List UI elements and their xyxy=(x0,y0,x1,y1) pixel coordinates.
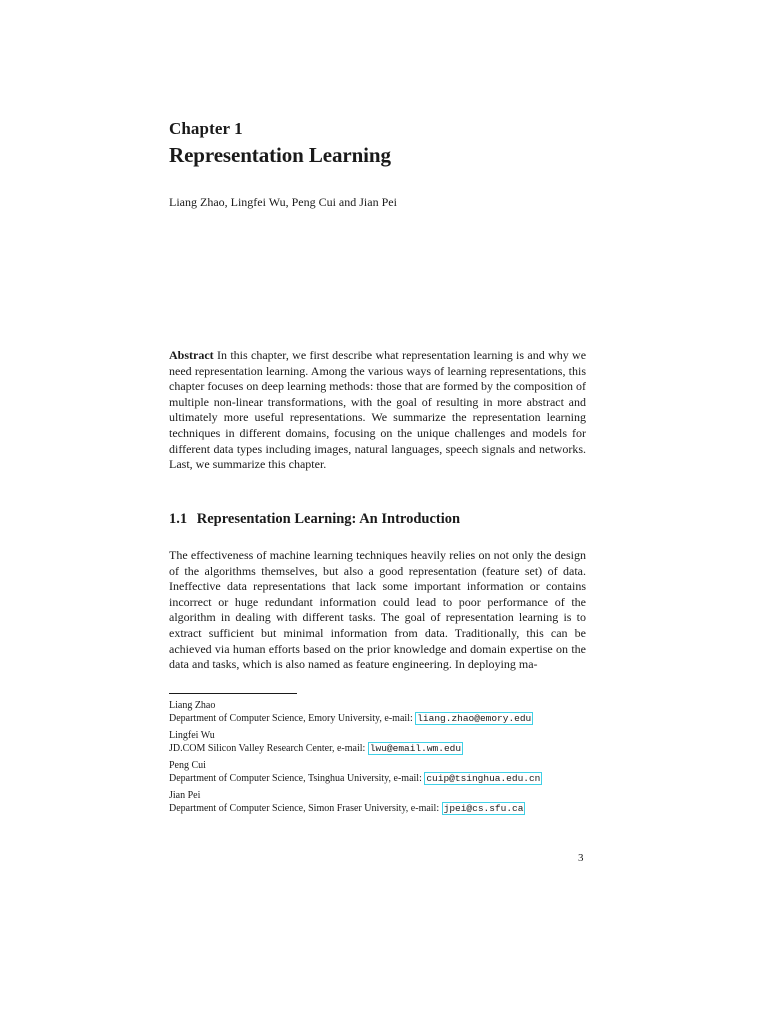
abstract xyxy=(169,348,586,473)
footnotes xyxy=(169,699,599,819)
footnote-affiliation-text: Department of Computer Science, Emory University, e-mail: xyxy=(169,713,413,724)
email-link[interactable]: cuip@tsinghua.edu.cn xyxy=(426,773,541,784)
section-title: Representation Learning: An Introduction xyxy=(196,511,461,527)
footnote-affiliation-text: Department of Computer Science, Simon Fraser University, e-mail: xyxy=(169,803,440,814)
footnote-author xyxy=(169,789,599,815)
author-list: Liang Zhao, Lingfei Wu, Peng Cui and Jian Pei xyxy=(169,195,397,209)
abstract-text: In this chapter, we first describe what representation learning is and why we need representation learning. Among the various ways of learning representations, this chapter focuses on deep learning methods: those that are formed by the composition of multiple non-linear transformations, with the goal of resulting in more abstract and ultimately more useful representations. We summarize the representation learning techniques in different domains, focusing on the unique challenges and models for different data types including images, natural languages, speech signals and networks. Last, we summarize this chapter. xyxy=(169,348,587,472)
footnote-author-name: Jian Pei xyxy=(169,790,201,801)
section-body: The effectiveness of machine learning techniques heavily relies on not only the design of the algorithms themselves, but also a good representation (feature set) of data. Ineffective data representations that lack some important information or contains incorrect or huge redundant information could lead to poor performance of the algorithm in dealing with different tasks. The goal of representation learning is to extract sufficient but minimal information from data. Traditionally, this can be achieved via human efforts based on the prior knowledge and domain expertise on the data and tasks, which is also named as feature engineering. In deploying ma- xyxy=(169,548,586,672)
footnote-affiliation xyxy=(169,712,599,725)
footnote-affiliation xyxy=(169,772,599,785)
email-link[interactable]: jpei@cs.sfu.ca xyxy=(443,803,524,814)
footnote-author xyxy=(169,729,599,755)
page-number: 3 xyxy=(578,852,584,864)
footnote-affiliation xyxy=(169,742,599,755)
footnote-author-name: Lingfei Wu xyxy=(169,730,215,741)
footnote-rule xyxy=(169,693,297,694)
footnote-author xyxy=(169,759,599,785)
footnote-author xyxy=(169,699,599,725)
footnote-affiliation-text: Department of Computer Science, Tsinghua University, e-mail: xyxy=(169,773,422,784)
section-number: 1.1 xyxy=(169,511,188,527)
email-link[interactable]: lwu@email.wm.edu xyxy=(369,743,462,754)
email-link[interactable]: liang.zhao@emory.edu xyxy=(417,713,532,724)
chapter-label: Chapter 1 xyxy=(169,119,243,138)
chapter-title: Representation Learning xyxy=(169,143,391,167)
footnote-affiliation xyxy=(169,802,599,815)
footnote-affiliation-text: JD.COM Silicon Valley Research Center, e-mail: xyxy=(169,743,366,754)
footnote-author-name: Peng Cui xyxy=(169,760,206,771)
footnote-author-name: Liang Zhao xyxy=(169,700,216,711)
abstract-keyword: Abstract xyxy=(169,348,214,362)
section-heading xyxy=(169,511,460,528)
